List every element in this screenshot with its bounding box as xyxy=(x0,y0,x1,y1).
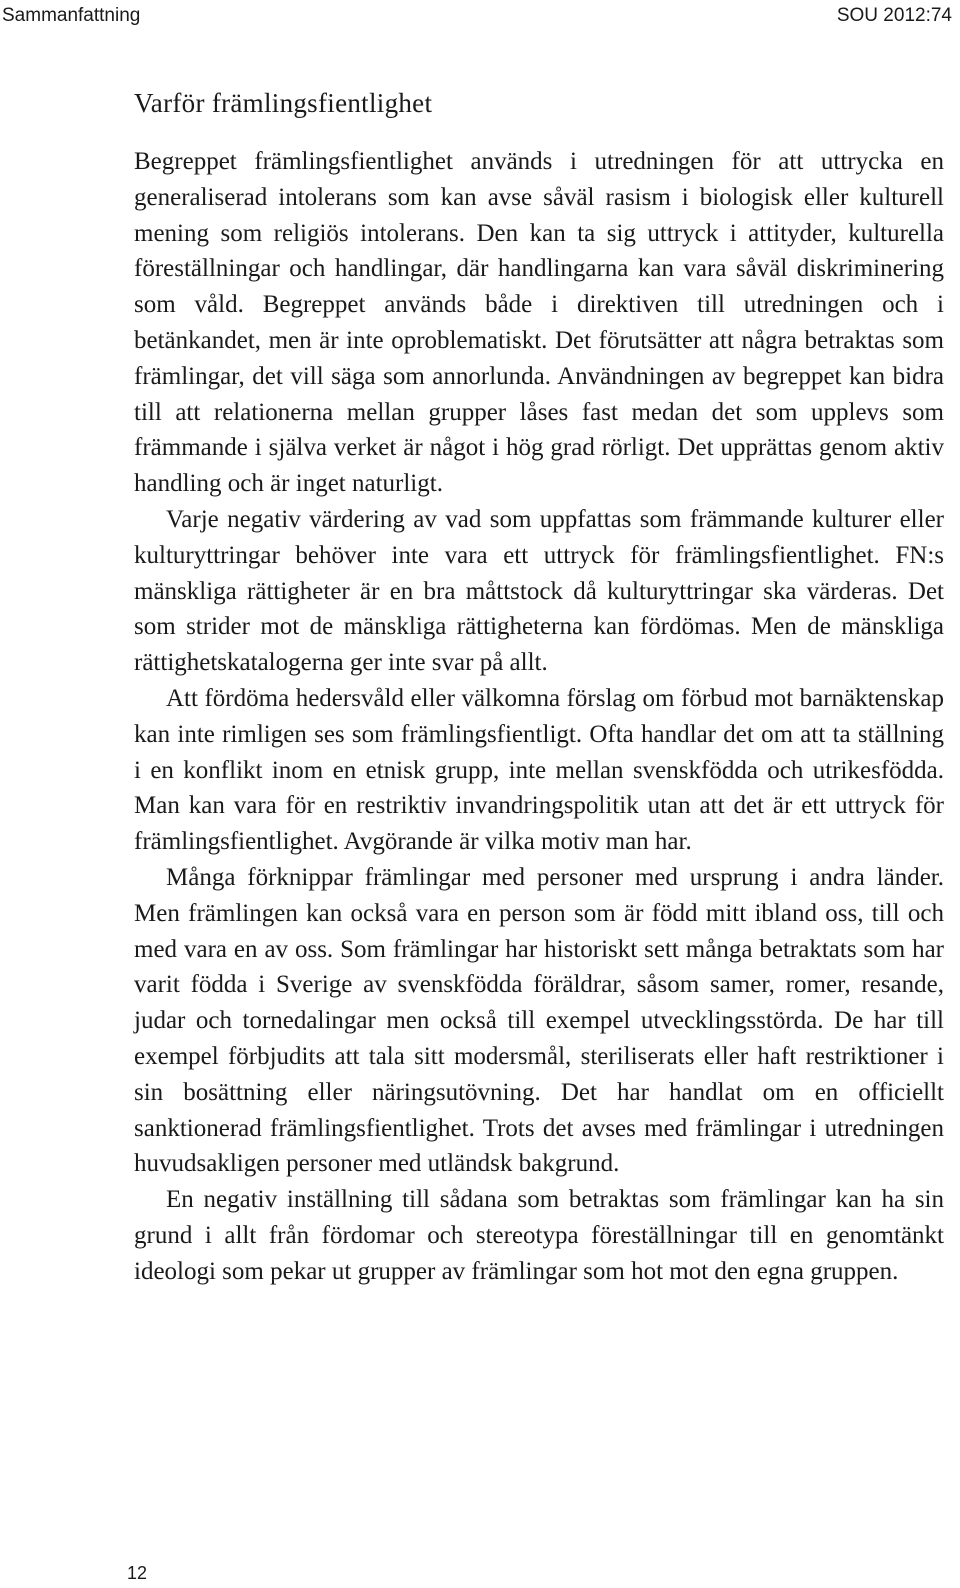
paragraph: Att fördöma hedersvåld eller välkomna förslag om förbud mot barnäktenskap kan inte rimligen ses som främlingsfientligt. Ofta handlar det om att ta ställning i en konflikt inom en etnisk grupp, inte mellan svenskfödda och utrikesfödda. Man kan vara för en restriktiv invandringspolitik utan att det är ett uttryck för främlingsfientlighet. Avgörande är vilka motiv man har. xyxy=(134,684,944,856)
paragraph: Många förknippar främlingar med personer med ursprung i andra länder. Men främlingen kan också vara en person som är född mitt ibland oss, till och med vara en av oss. Som främlingar har historiskt sett många betraktats som har varit födda i Sverige av svenskfödda föräldrar, såsom samer, romer, resande, judar och tornedalingar men också till exempel utvecklingsstörda. De har till exempel förbjudits att tala sitt modersmål, steriliserats eller haft restriktioner i sin bosättning eller näringsutövning. Det har handlat om en officiellt sanktionerad främlingsfientlighet. Trots det avses med främlingar i utredningen huvudsakligen personer med utländsk bakgrund. xyxy=(134,863,944,1178)
paragraph: Begreppet främlingsfientlighet används i utredningen för att uttrycka en generaliserad intolerans som kan avse såväl rasism i biologisk eller kulturell mening som religiös intolerans. Den kan ta sig uttryck i attityder, kulturella föreställningar och handlingar, där handlingarna kan vara såväl diskriminering som våld. Begreppet används både i direktiven till utredningen och i betänkandet, men är inte oproblematiskt. Det förutsätter att några betraktas som främlingar, det vill säga som annorlunda. Användningen av begreppet kan bidra till att relationerna mellan grupper låses fast medan det som upplevs som främmande i själva verket är något i hög grad rörligt. Det upprättas genom aktiv handling och är inget naturligt. xyxy=(134,148,944,498)
header-document-id: SOU 2012:74 xyxy=(836,5,952,26)
running-header xyxy=(0,2,952,30)
section-title: Varför främlingsfientlighet xyxy=(134,88,433,118)
body-text xyxy=(134,144,944,1290)
header-section-name: Sammanfattning xyxy=(2,5,141,26)
paragraph: Varje negativ värdering av vad som uppfattas som främmande kulturer eller kulturyttringar behöver inte vara ett uttryck för främlingsfientlighet. FN:s mänskliga rättigheter är en bra måttstock då kulturyttringar ska värderas. Det som strider mot de mänskliga rättigheterna kan fördömas. Men de mänskliga rättighetskatalogerna ger inte svar på allt. xyxy=(134,505,944,677)
paragraph: En negativ inställning till sådana som betraktas som främlingar kan ha sin grund i allt från fördomar och stereotypa föreställningar till en genomtänkt ideologi som pekar ut grupper av främlingar som hot mot den egna gruppen. xyxy=(134,1186,944,1285)
page-number: 12 xyxy=(127,1563,148,1583)
